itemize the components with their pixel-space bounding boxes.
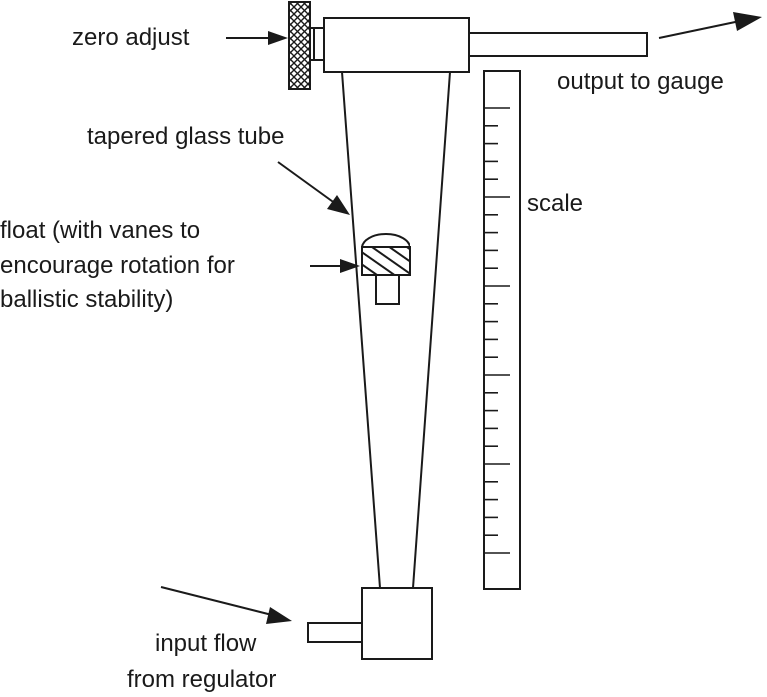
float-label-line2: encourage rotation for <box>0 252 235 279</box>
input-pipe <box>308 623 362 642</box>
input-arrow <box>161 587 292 624</box>
zero-adjust-arrow <box>226 31 288 45</box>
output-arrow <box>659 12 762 38</box>
float-label-line3: ballistic stability) <box>0 286 174 313</box>
scale-bar <box>484 71 520 589</box>
output-label: output to gauge <box>557 68 724 95</box>
top-housing <box>324 18 469 72</box>
float-arrow <box>310 259 360 273</box>
float-body <box>362 247 410 275</box>
zero-adjust-label: zero adjust <box>72 24 190 51</box>
scale-label: scale <box>527 190 584 217</box>
input-label-line1: input flow <box>155 630 257 657</box>
output-pipe <box>469 33 647 56</box>
zero-adjust-knob <box>289 2 310 89</box>
bottom-block <box>362 588 432 659</box>
knob-shaft <box>310 28 324 60</box>
tapered-glass-tube <box>342 72 450 588</box>
input-label-line2: from regulator <box>127 666 277 693</box>
tapered-tube-label: tapered glass tube <box>87 123 285 150</box>
tapered-tube-arrow <box>278 162 350 215</box>
float-label-line1: float (with vanes to <box>0 217 201 244</box>
float-stem <box>376 275 399 304</box>
